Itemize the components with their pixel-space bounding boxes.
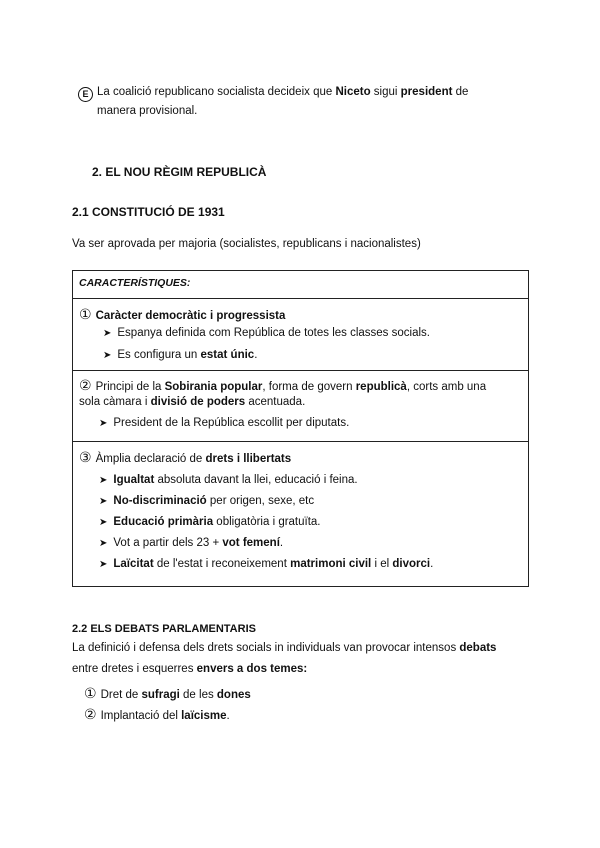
row3-item-2: ➤ No-discriminació per origen, sexe, etc — [99, 495, 315, 507]
row2-text-1: ② Principi de la Sobirania popular, forma de govern republicà, corts amb una — [79, 377, 487, 393]
row3-item-4: ➤ Vot a partir dels 23 + vot femení. — [99, 537, 284, 549]
arrow-bullet-icon: ➤ — [99, 538, 108, 549]
intro-line2: manera provisional. — [97, 105, 198, 117]
subsection-2-2-line2: entre dretes i esquerres envers a dos temes: — [72, 663, 308, 675]
table-row-1 — [73, 298, 528, 370]
table-header: CARACTERÍSTIQUES: — [79, 277, 191, 289]
circled-number-1: ① — [84, 685, 97, 701]
e-badge-icon: E — [78, 87, 93, 102]
row3-item-5: ➤ Laïcitat de l'estat i reconeixement matrimoni civil i el divorci. — [99, 558, 434, 570]
arrow-bullet-icon: ➤ — [99, 496, 108, 507]
arrow-bullet-icon: ➤ — [99, 418, 108, 429]
circled-number-3: ③ — [79, 449, 92, 465]
row1-item-1: ➤ Espanya definida com República de totes les classes socials. — [103, 327, 430, 339]
subsection-2-2-item-1: ① Dret de sufragi de les dones — [84, 685, 251, 701]
subsection-2-2-title: 2.2 ELS DEBATS PARLAMENTARIS — [72, 623, 256, 635]
arrow-bullet-icon: ➤ — [103, 350, 112, 361]
table-header-row — [73, 271, 528, 298]
row3-text-1: ③ Àmplia declaració de drets i llibertats — [79, 449, 292, 465]
circled-number-2: ② — [79, 377, 92, 393]
intro-line1: La coalició republicano socialista decideix que Niceto sigui president de — [97, 86, 469, 98]
subsection-2-1-title: 2.1 CONSTITUCIÓ DE 1931 — [72, 205, 225, 219]
row3-item-3: ➤ Educació primària obligatòria i gratuïta. — [99, 516, 321, 528]
arrow-bullet-icon: ➤ — [99, 475, 108, 486]
row2-item-1: ➤ President de la República escollit per diputats. — [99, 417, 350, 429]
row3-item-1: ➤ Igualtat absoluta davant la llei, educació i feina. — [99, 474, 358, 486]
arrow-bullet-icon: ➤ — [99, 517, 108, 528]
row1-title: ① Caràcter democràtic i progressista — [79, 306, 286, 322]
circled-number-1: ① — [79, 306, 92, 322]
subsection-2-2-item-2: ② Implantació del laïcisme. — [84, 706, 230, 722]
subsection-2-1-text: Va ser aprovada per majoria (socialistes, republicans i nacionalistes) — [72, 238, 421, 250]
row1-item-2: ➤ Es configura un estat únic. — [103, 349, 258, 361]
intro-paragraph — [78, 83, 528, 121]
section-title: 2. EL NOU RÈGIM REPUBLICÀ — [92, 165, 267, 179]
arrow-bullet-icon: ➤ — [99, 559, 108, 570]
circled-number-2: ② — [84, 706, 97, 722]
arrow-bullet-icon: ➤ — [103, 328, 112, 339]
characteristics-table — [72, 270, 529, 587]
table-row-3 — [73, 441, 528, 586]
subsection-2-2-line1: La definició i defensa dels drets socials in individuals van provocar intensos debats — [72, 642, 497, 654]
row2-text-2: sola càmara i divisió de poders acentuada. — [79, 396, 306, 408]
table-row-2 — [73, 370, 528, 441]
